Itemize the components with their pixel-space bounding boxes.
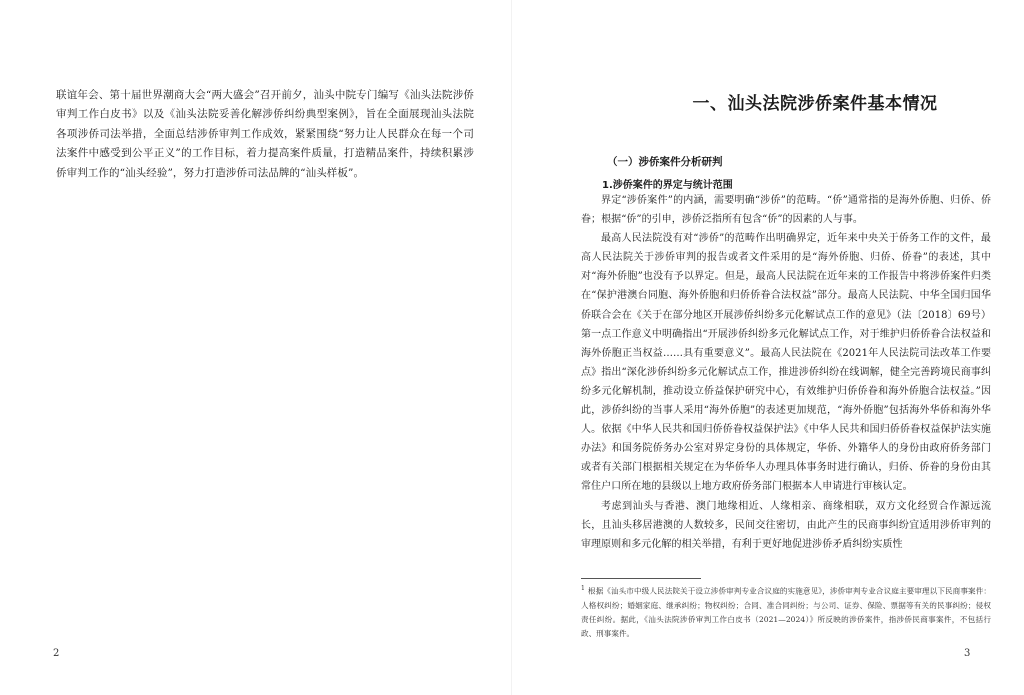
footnote-divider — [581, 578, 701, 579]
footnote-mark: 1 — [581, 585, 585, 592]
right-page-number: 3 — [964, 648, 971, 659]
left-page-number: 2 — [53, 648, 60, 659]
left-page-body-text: 联谊年会、第十届世界潮商大会“两大盛会”召开前夕，汕头中院专门编写《汕头法院涉侨审判工作白皮书》以及《汕头法院妥善化解涉侨纠纷典型案例》，旨在全面展现汕头法院各项涉侨司法举措，全面总结涉侨审判工作成效，紧紧围绕“努力让人民群众在每一个司法案件中感受到公平正义”的工作目标，着力提高案件质量，打造精品案件，持续积累涉侨审判工作的“汕头经验”，努力打造涉侨司法品牌的“汕头样板”。 — [56, 89, 474, 179]
section-heading: （一）涉侨案件分析研判 — [607, 156, 723, 168]
body-paragraph-3: 考虑到汕头与香港、澳门地缘相近、人缘相亲、商缘相联，双方文化经贸合作源远流长，且汕头移居港澳的人数较多，民间交往密切，由此产生的民商事纠纷宜适用涉侨审判的审理原则和多元化解的相关举措，有利于更好地促进涉侨矛盾纠纷实质性 — [581, 500, 991, 550]
right-page-body — [581, 191, 991, 554]
chapter-title: 一、汕头法院涉侨案件基本情况 — [692, 94, 938, 114]
body-paragraph-2: 最高人民法院没有对“涉侨”的范畴作出明确界定，近年来中央关于侨务工作的文件，最高人民法院关于涉侨审判的报告或者文件采用的是“海外侨胞、归侨、侨眷”的表述，其中对“海外侨胞”也没有予以界定。但是，最高人民法院在近年来的工作报告中将涉侨案件归类在“保护港澳台同胞、海外侨胞和归侨侨眷合法权益”部分。最高人民法院、中华全国归国华侨联合会在《关于在部分地区开展涉侨纠纷多元化解试点工作的意见》（法〔2018〕69号）第一点工作意义中明确指出“开展涉侨纠纷多元化解试点工作，对于维护归侨侨眷合法权益和海外侨胞正当权益……具有重要意义”。最高人民法院在《2021年人民法院司法改革工作要点》指出“深化涉侨纠纷多元化解试点工作，推进涉侨纠纷在线调解，健全完善跨境民商事纠纷多元化解机制，推动设立侨益保护研究中心，有效维护归侨侨眷和海外侨胞合法权益。”因此，涉侨纠纷的当事人采用“海外侨胞”的表述更加规范，“海外侨胞”包括海外华侨和海外华人。依据《中华人民共和国归侨侨眷权益保护法》《中华人民共和国归侨侨眷权益保护法实施办法》和国务院侨务办公室对界定身份的具体规定，华侨、外籍华人的身份由政府侨务部门或者有关部门根据相关规定在为华侨华人办理具体事务时进行确认，归侨、侨眷的身份由其常住户口所在地的县级以上地方政府侨务部门根据本人申请进行审核认定。 — [581, 233, 991, 493]
footnote — [581, 582, 991, 642]
footnote-text: 根据《汕头市中级人民法院关于设立涉侨审判专业合议庭的实施意见》，涉侨审判专业合议庭主要审理以下民商事案件：人格权纠纷；婚姻家庭、继承纠纷；物权纠纷；合同、准合同纠纷；与公司、证券、保险、票据等有关的民事纠纷；侵权责任纠纷。据此，《汕头法院涉侨审判工作白皮书（2021—2024）》所反映的涉侨案件，指涉侨民商事案件，不包括行政、刑事案件。 — [581, 586, 991, 639]
subsection-heading: 1.涉侨案件的界定与统计范围 — [602, 180, 733, 191]
body-paragraph-1: 界定“涉侨案件”的内涵，需要明确“涉侨”的范畴。“侨”通常指的是海外侨胞、归侨、侨眷；根据“侨”的引申，涉侨泛指所有包含“侨”的因素的人与事。 — [581, 195, 991, 226]
right-page — [512, 0, 1024, 695]
